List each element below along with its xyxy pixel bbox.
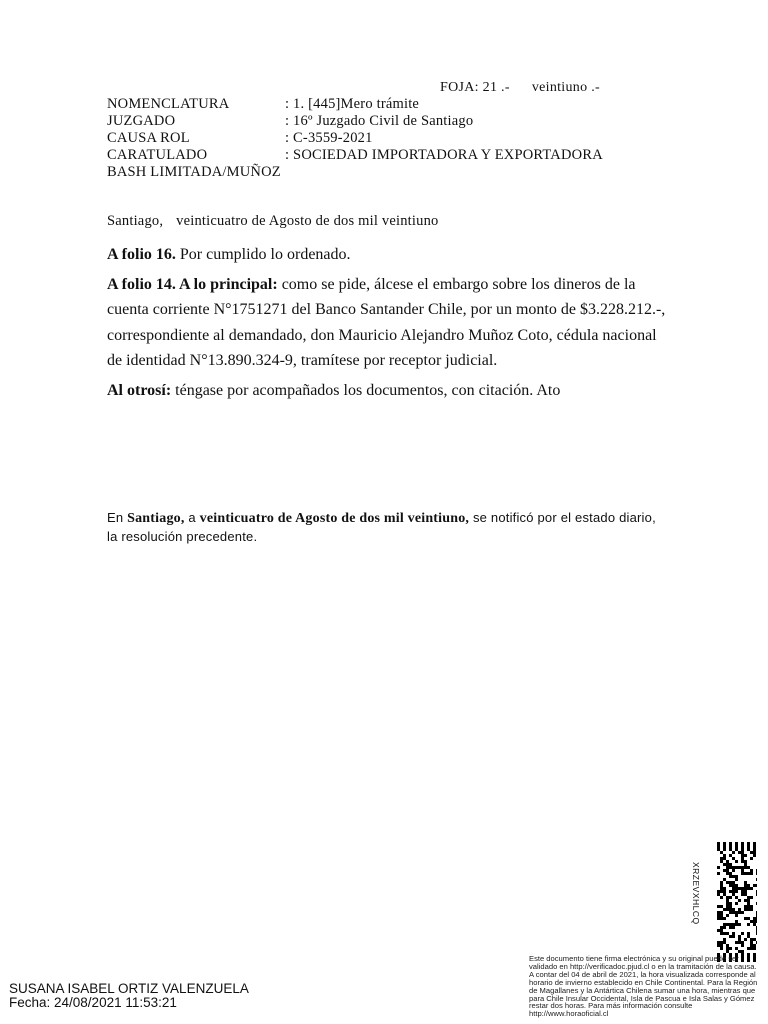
paragraph-folio-16 <box>107 242 667 268</box>
folio-16-text: Por cumplido lo ordenado. <box>175 246 351 263</box>
folio-14-heading: A folio 14. A lo principal: <box>107 275 278 293</box>
header-value: : SOCIEDAD IMPORTADORA Y EXPORTADORA <box>285 147 603 163</box>
foja-words: veintiuno .- <box>531 80 600 95</box>
foja-number: FOJA: 21 .- <box>440 80 510 95</box>
header-value: : 16º Juzgado Civil de Santiago <box>285 113 474 129</box>
header-key: NOMENCLATURA <box>107 96 230 112</box>
signature-date: Fecha: 24/08/2021 11:53:21 <box>9 995 177 1010</box>
notif-part: se notificó por el estado diario, la resolución precedente. <box>107 510 656 544</box>
header-key: CARATULADO <box>107 147 208 163</box>
notif-city: Santiago, <box>127 511 185 526</box>
header-key: JUZGADO <box>107 113 176 129</box>
legal-notice: Este documento tiene firma electrónica y su original puede ser validado en http://verificadoc.pjud.cl o en la tramitación de la causa. A contar del 04 de abril de 2021, la hora visualizada corresponde al horario de invierno establecido en Chile Continental. Para la Región de Magallanes y la Antártica Chilena sumar una hora, mientras que para Chile Insular Occidental, Isla de Pascua e Isla Salas y Gómez restar dos horas. Para más información consulte http://www.horaoficial.cl <box>529 954 758 1019</box>
otrosi-text: téngase por acompañados los documentos, con citación. Ato <box>171 381 561 399</box>
date-city: Santiago, <box>107 213 164 229</box>
verification-code: XRZEVXHLCQ <box>691 862 701 925</box>
foja-line <box>440 80 600 96</box>
notif-date: veinticuatro de Agosto de dos mil veintiuno, <box>199 511 470 526</box>
header-row <box>107 130 603 147</box>
header-value: : C-3559-2021 <box>285 130 373 146</box>
signer-name: SUSANA ISABEL ORTIZ VALENZUELA <box>9 981 249 996</box>
folio-16-heading: A folio 16. <box>107 246 176 263</box>
resolution-body <box>107 242 667 403</box>
header-key: CAUSA ROL <box>107 130 190 146</box>
notification-text <box>107 509 662 546</box>
verification-barcode <box>717 842 757 962</box>
header-value: : 1. [445]Mero trámite <box>285 96 420 112</box>
header-row <box>107 96 603 113</box>
date-text: veinticuatro de Agosto de dos mil veintiuno <box>176 213 439 229</box>
resolution-date <box>107 213 439 230</box>
otrosi-heading: Al otrosí: <box>107 381 172 399</box>
notif-part: a <box>184 510 200 525</box>
signature-block <box>9 982 249 1010</box>
header-row <box>107 147 603 164</box>
notif-part: En <box>107 510 128 525</box>
header-continuation: BASH LIMITADA/MUÑOZ <box>107 164 281 180</box>
case-header <box>107 96 603 181</box>
paragraph-otrosi <box>107 378 667 404</box>
paragraph-folio-14 <box>107 272 667 374</box>
folio-14-text: como se pide, álcese el embargo sobre los dineros de la cuenta corriente N°1751271 del Banco Santander Chile, por un monto de $3.228.212.-, correspondiente al demandado, don Mauricio Alejandro Muñoz Coto, cédula nacional de identidad N°13.890.324-9, tramítese por receptor judicial. <box>107 275 666 369</box>
header-row <box>107 113 603 130</box>
